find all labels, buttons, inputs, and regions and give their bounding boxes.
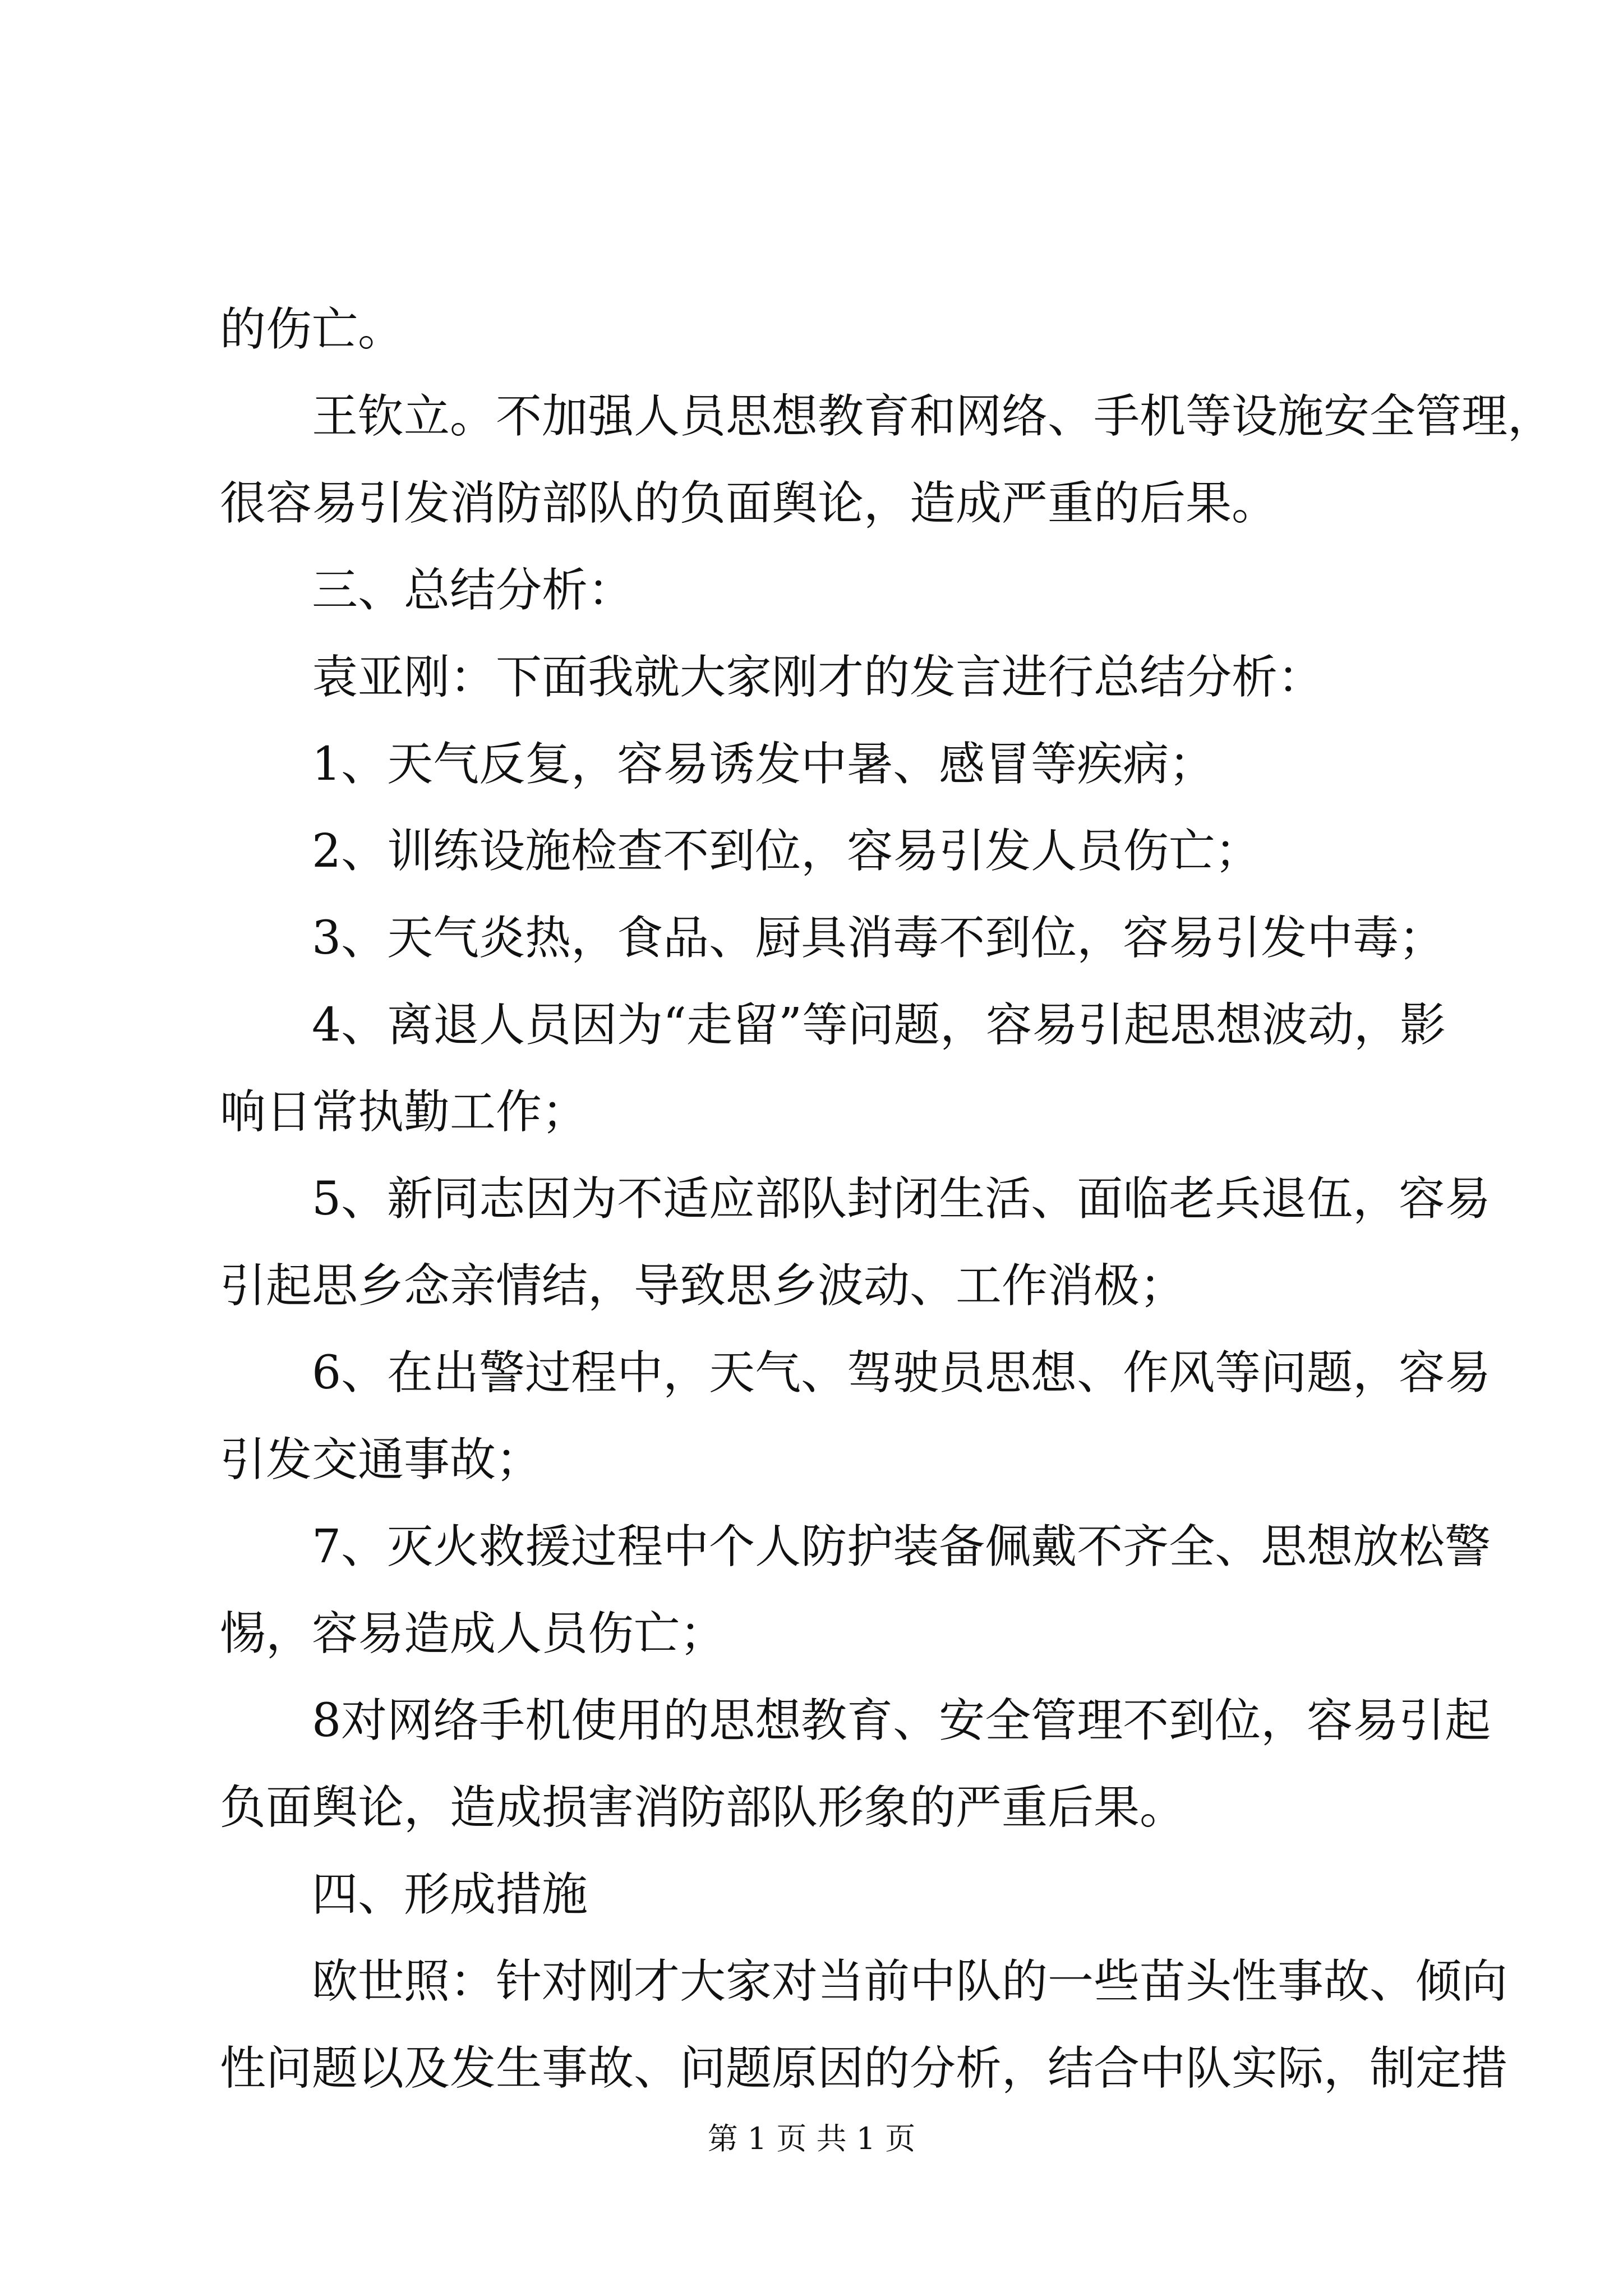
list-item: 4、离退人员因为“走留”等问题，容易引起思想波动，影 [312,999,1446,1052]
text-line: 响日常执勤工作； [220,1085,588,1139]
section-heading: 四、形成措施 [312,1868,588,1921]
text-line: 性问题以及发生事故、问题原因的分析，结合中队实际，制定措 [220,2042,1508,2095]
list-item: 8对网络手机使用的思想教育、安全管理不到位，容易引起 [312,1694,1491,1747]
list-item: 3、天气炎热，食品、厨具消毒不到位，容易引发中毒； [312,912,1445,965]
text-line: 引发交通事故； [220,1433,542,1487]
section-heading: 三、总结分析： [312,564,634,617]
page-number-footer: 第 1 页 共 1 页 [707,2121,916,2156]
text-line: 负面舆论，造成损害消防部队形象的严重后果。 [220,1781,1186,1834]
text-line: 的伤亡。 [220,303,404,356]
text-line: 欧世照：针对刚才大家对当前中队的一些苗头性事故、倾向 [312,1955,1508,2008]
list-item: 2、训练设施检查不到位，容易引发人员伤亡； [312,825,1261,878]
text-line: 惕，容易造成人员伤亡； [220,1607,726,1660]
text-line: 袁亚刚：下面我就大家刚才的发言进行总结分析： [312,651,1324,704]
list-item: 1、天气反复，容易诱发中暑、感冒等疾病； [312,738,1215,791]
list-item: 7、灭火救援过程中个人防护装备佩戴不齐全、思想放松警 [312,1520,1491,1573]
text-line: 很容易引发消防部队的负面舆论，造成严重的后果。 [220,477,1278,530]
list-item: 6、在出警过程中，天气、驾驶员思想、作风等问题，容易 [312,1346,1491,1400]
text-line: 引起思乡念亲情结，导致思乡波动、工作消极； [220,1259,1186,1313]
list-item: 5、新同志因为不适应部队封闭生活、面临老兵退伍，容易 [312,1172,1491,1226]
text-line: 王钦立。不加强人员思想教育和网络、手机等设施安全管理， [312,390,1554,443]
